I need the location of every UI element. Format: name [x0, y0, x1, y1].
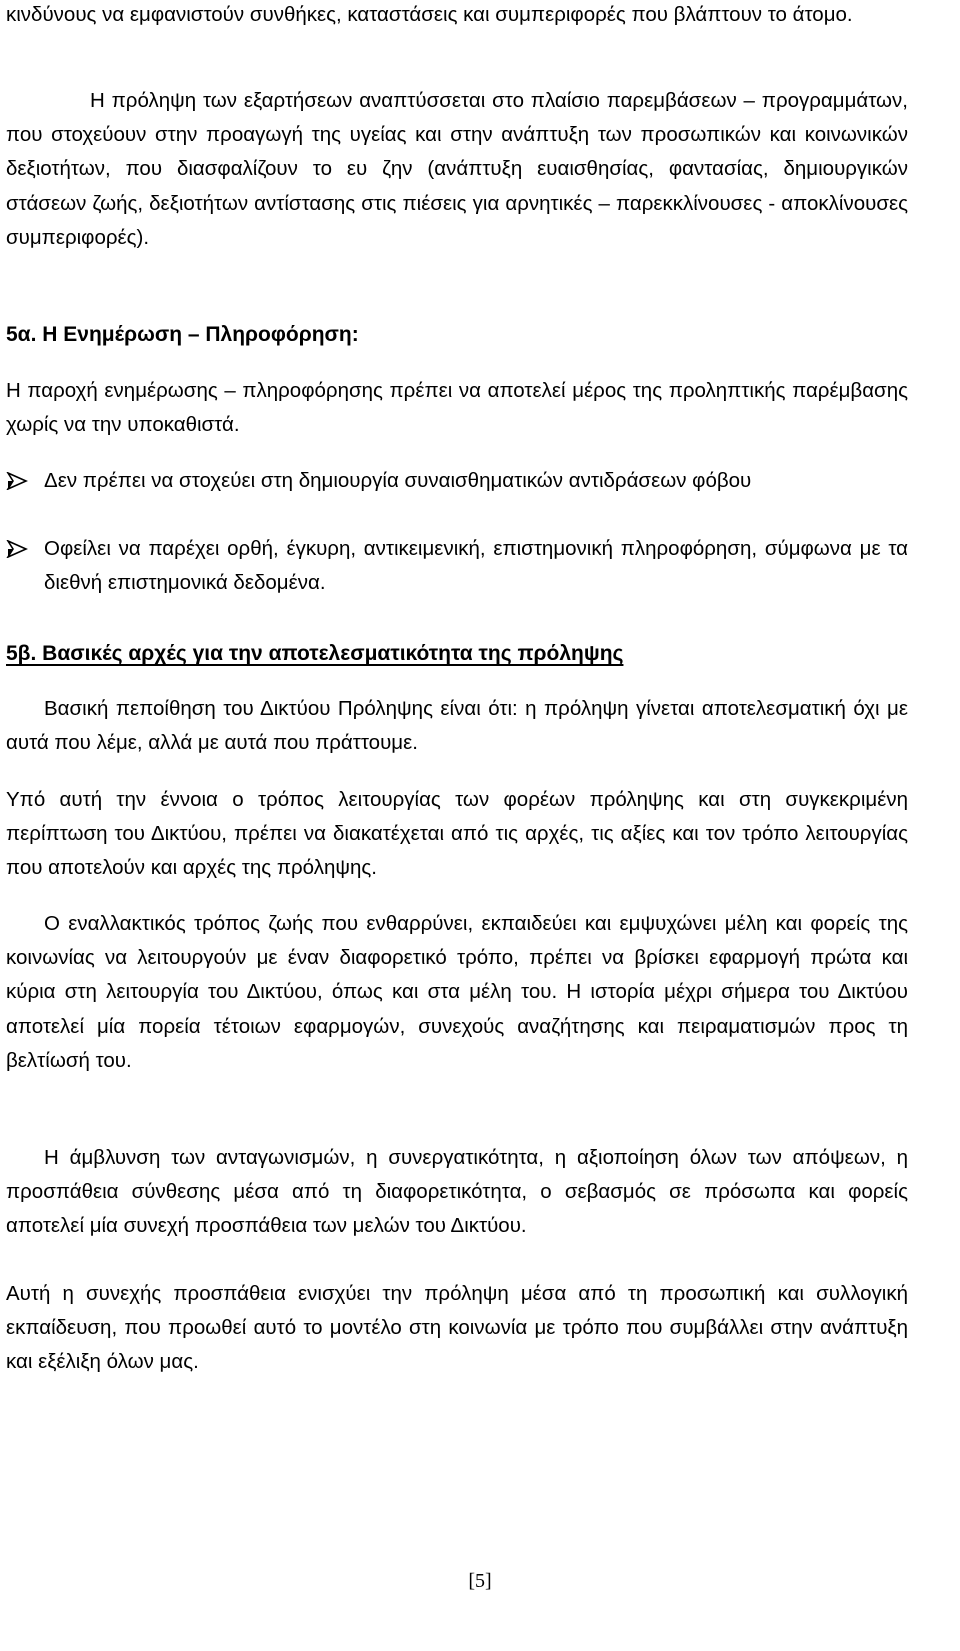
paragraph-cooperation: Η άμβλυνση των ανταγωνισμών, η συνεργατικότητα, η αξιοποίηση όλων των απόψεων, η προσπάθεια σύνθεσης μέσα από τη διαφορετικότητα, ο σεβασμός σε πρόσωπα και φορείς αποτελεί μία συνεχή προσπάθεια των μελών του Δικτύου.: [6, 1146, 908, 1238]
page-number: [5]: [468, 1570, 492, 1592]
arrowhead-bullet-icon: [6, 464, 34, 498]
section-heading-5a: 5α. Η Ενημέρωση – Πληροφόρηση:: [6, 323, 359, 346]
paragraph-risk-continuation: κινδύνους να εμφανιστούν συνθήκες, καταστάσεις και συμπεριφορές που βλάπτουν το άτομο.: [6, 3, 853, 26]
paragraph-network-belief: Βασική πεποίθηση του Δικτύου Πρόληψης είναι ότι: η πρόληψη γίνεται αποτελεσματική όχι με αυτά που λέμε, αλλά με αυτά που πράττουμε.: [6, 697, 908, 755]
section-heading-5b-text: 5β. Βασικές αρχές για την αποτελεσματικότητα της πρόληψης: [6, 642, 624, 665]
bullet-item-no-fear: [6, 464, 908, 498]
paragraph-alternative-lifestyle: Ο εναλλακτικός τρόπος ζωής που ενθαρρύνει, εκπαιδεύει και εμψυχώνει μέλη και φορείς της κοινωνίας να λειτουργούν με έναν διαφορετικό τρόπο, πρέπει να βρίσκει εφαρμογή πρώτα και κύρια στη λειτουργία του Δικτύου, όπως και στα μέλη του. Η ιστορία μέχρι σήμερα του Δικτύου αποτελεί μία πορεία τέτοιων εφαρμογών, συνεχούς αναζήτησης και πειραματισμών προς τη βελτίωσή του.: [6, 912, 908, 1072]
section-heading-5b: [6, 637, 908, 671]
paragraph-continuous-effort: Αυτή η συνεχής προσπάθεια ενισχύει την πρόληψη μέσα από τη προσωπική και συλλογική εκπαίδευση, που προωθεί αυτό το μοντέλο στη κοινωνία με τρόπο που συμβάλλει στην ανάπτυξη και εξέλιξη όλων μας.: [6, 1282, 908, 1374]
paragraph-operating-principles: Υπό αυτή την έννοια ο τρόπος λειτουργίας των φορέων πρόληψης και στη συγκεκριμένη περίπτωση του Δικτύου, πρέπει να διακατέχεται από τις αρχές, τις αξίες και τον τρόπο λειτουργίας που αποτελούν και αρχές της πρόληψης.: [6, 788, 908, 880]
paragraph-addiction-prevention: Η πρόληψη των εξαρτήσεων αναπτύσσεται στο πλαίσιο παρεμβάσεων – προγραμμάτων, που στοχεύουν στην προαγωγή της υγείας και στην ανάπτυξη των προσωπικών και κοινωνικών δεξιοτήτων, που διασφαλίζουν το ευ ζην (ανάπτυξη ευαισθησίας, φαντασίας, δημιουργικών στάσεων ζωής, δεξιοτήτων αντίστασης στις πιέσεις για αρνητικές – παρεκκλίνουσες - αποκλίνουσες συμπεριφορές).: [6, 89, 908, 249]
bullet-text-correct-information: Οφείλει να παρέχει ορθή, έγκυρη, αντικειμενική, επιστημονική πληροφόρηση, σύμφωνα με τα διεθνή επιστημονικά δεδομένα.: [44, 537, 908, 595]
bullet-item-correct-information: [6, 532, 908, 600]
arrowhead-bullet-icon: [6, 532, 34, 566]
paragraph-information-provision: Η παροχή ενημέρωσης – πληροφόρησης πρέπει να αποτελεί μέρος της προληπτικής παρέμβασης χωρίς να την υποκαθιστά.: [6, 379, 908, 437]
bullet-text-no-fear: Δεν πρέπει να στοχεύει στη δημιουργία συναισθηματικών αντιδράσεων φόβου: [44, 469, 752, 492]
